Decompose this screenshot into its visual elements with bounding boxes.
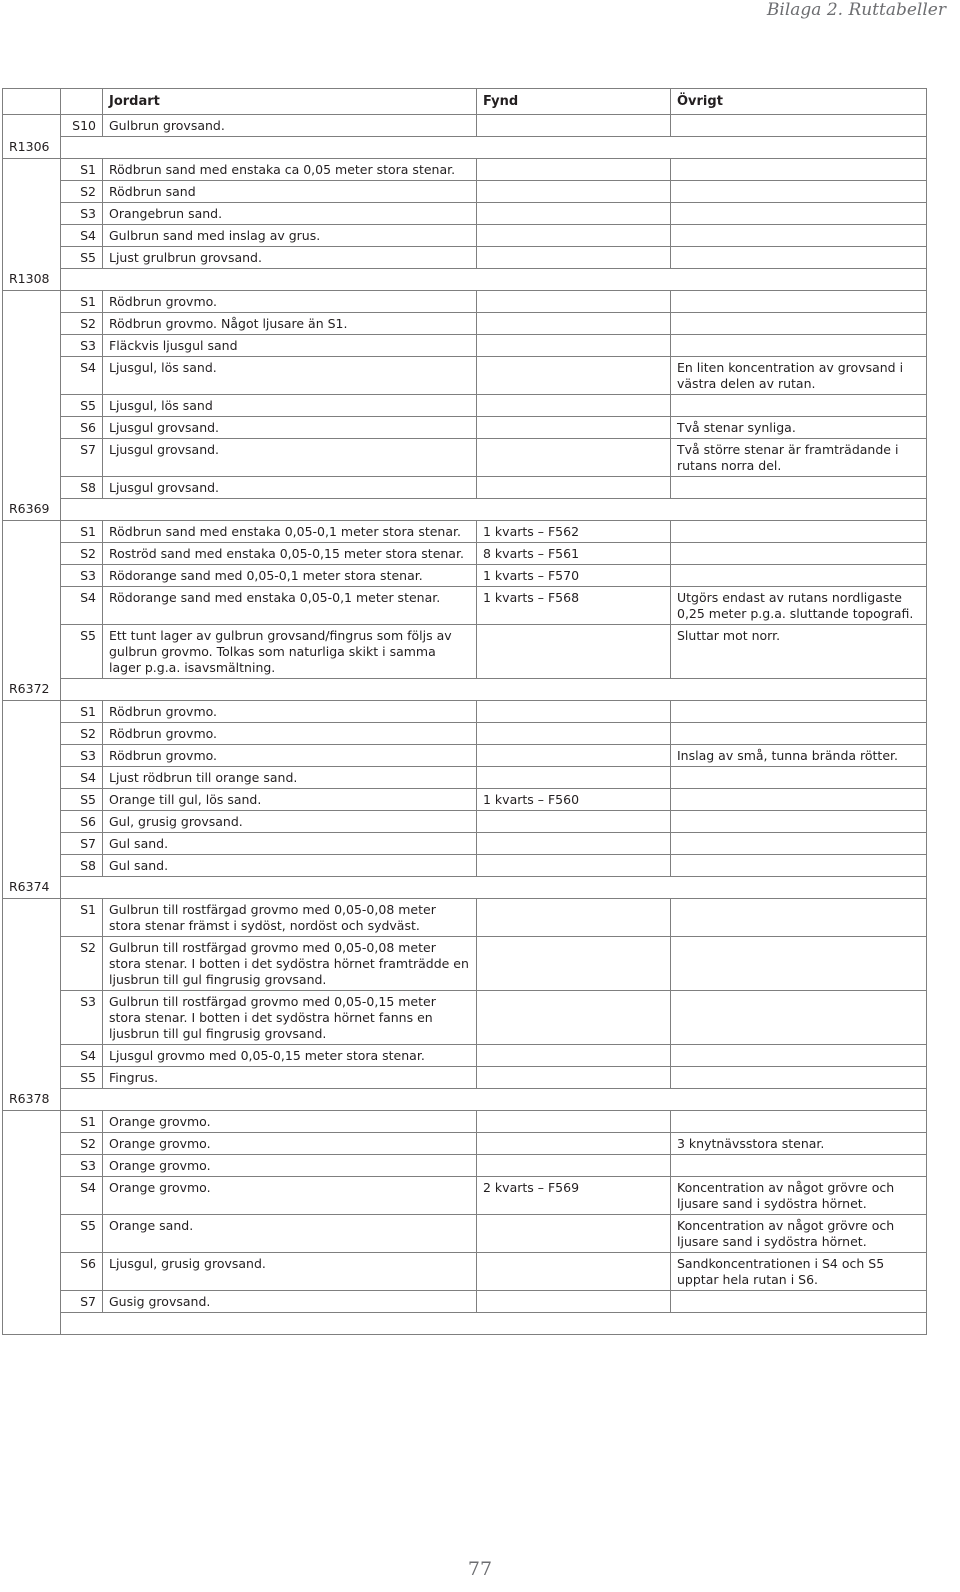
header-jordart: Jordart: [103, 89, 477, 115]
table-row: [3, 1155, 927, 1177]
jordart-cell: Gulbrun till rostfärgad grovmo med 0,05-0,08 meter stora stenar. I botten i det sydöstra hörnet framträdde en ljusbrun till gul fingrusig grovsand.: [103, 937, 477, 991]
sample-id: S2: [61, 1133, 103, 1155]
route-cell: [3, 1133, 61, 1155]
table-row: [3, 477, 927, 499]
ovrigt-cell: Två större stenar är framträdande i rutans norra del.: [671, 439, 927, 477]
separator-cell: [61, 877, 927, 899]
sample-id: S1: [61, 159, 103, 181]
route-cell: [3, 767, 61, 789]
table-row: [3, 291, 927, 313]
sample-id: S4: [61, 225, 103, 247]
sample-id: S2: [61, 313, 103, 335]
fynd-cell: [477, 203, 671, 225]
ovrigt-cell: [671, 899, 927, 937]
table-row: [3, 1177, 927, 1215]
header-empty-2: [61, 89, 103, 115]
jordart-cell: Rödbrun sand med enstaka 0,05-0,1 meter stora stenar.: [103, 521, 477, 543]
sample-id: S4: [61, 1177, 103, 1215]
route-cell: [3, 1045, 61, 1067]
route-cell: [3, 395, 61, 417]
ovrigt-cell: Sluttar mot norr.: [671, 625, 927, 679]
table-row: [3, 115, 927, 137]
fynd-cell: [477, 1155, 671, 1177]
ovrigt-cell: [671, 723, 927, 745]
fynd-cell: [477, 115, 671, 137]
ovrigt-cell: [671, 855, 927, 877]
ovrigt-cell: 3 knytnävsstora stenar.: [671, 1133, 927, 1155]
table-row: [3, 543, 927, 565]
table-row: [3, 313, 927, 335]
fynd-cell: [477, 833, 671, 855]
jordart-cell: Ljusgul, grusig grovsand.: [103, 1253, 477, 1291]
fynd-cell: [477, 1291, 671, 1313]
route-cell: [3, 1215, 61, 1253]
jordart-cell: Gul, grusig grovsand.: [103, 811, 477, 833]
table-row: [3, 701, 927, 723]
table-row: [3, 1253, 927, 1291]
separator-cell: [61, 1313, 927, 1335]
sample-id: S5: [61, 1215, 103, 1253]
route-cell: [3, 1253, 61, 1291]
jordart-cell: Orange grovmo.: [103, 1133, 477, 1155]
ovrigt-cell: [671, 565, 927, 587]
route-cell: [3, 565, 61, 587]
fynd-cell: [477, 159, 671, 181]
jordart-cell: Ljust grulbrun grovsand.: [103, 247, 477, 269]
route-cell: [3, 625, 61, 679]
route-separator-row: [3, 679, 927, 701]
jordart-cell: Ljusgul grovmo med 0,05-0,15 meter stora stenar.: [103, 1045, 477, 1067]
jordart-cell: Gulbrun till rostfärgad grovmo med 0,05-0,08 meter stora stenar främst i sydöst, nordöst och sydväst.: [103, 899, 477, 937]
fynd-cell: [477, 991, 671, 1045]
route-cell: [3, 181, 61, 203]
jordart-cell: Gul sand.: [103, 833, 477, 855]
route-cell: [3, 723, 61, 745]
ovrigt-cell: [671, 203, 927, 225]
table-row: [3, 159, 927, 181]
table-row: [3, 417, 927, 439]
sample-id: S3: [61, 745, 103, 767]
table-row: [3, 1291, 927, 1313]
jordart-cell: Ljusgul, lös sand.: [103, 357, 477, 395]
ovrigt-cell: [671, 335, 927, 357]
route-id: R6369: [3, 499, 61, 521]
sample-id: S5: [61, 395, 103, 417]
jordart-cell: Rödbrun sand: [103, 181, 477, 203]
fynd-cell: [477, 855, 671, 877]
route-cell: [3, 1177, 61, 1215]
sample-id: S1: [61, 899, 103, 937]
fynd-cell: [477, 417, 671, 439]
jordart-cell: Ljusgul, lös sand: [103, 395, 477, 417]
jordart-cell: Orange grovmo.: [103, 1111, 477, 1133]
ovrigt-cell: [671, 313, 927, 335]
table-body: [3, 115, 927, 1335]
sample-id: S7: [61, 1291, 103, 1313]
jordart-cell: Orange till gul, lös sand.: [103, 789, 477, 811]
sample-id: S2: [61, 937, 103, 991]
sample-id: S7: [61, 439, 103, 477]
jordart-cell: Rödbrun grovmo.: [103, 723, 477, 745]
header-ovrigt: Övrigt: [671, 89, 927, 115]
sample-id: S7: [61, 833, 103, 855]
route-cell: [3, 1291, 61, 1313]
table-row: [3, 937, 927, 991]
route-cell: [3, 247, 61, 269]
jordart-cell: Orangebrun sand.: [103, 203, 477, 225]
route-separator-row: [3, 499, 927, 521]
sample-id: S4: [61, 767, 103, 789]
sample-id: S5: [61, 789, 103, 811]
route-cell: [3, 833, 61, 855]
fynd-cell: 1 kvarts – F568: [477, 587, 671, 625]
table-row: [3, 833, 927, 855]
route-cell: [3, 543, 61, 565]
sample-id: S10: [61, 115, 103, 137]
table-row: [3, 181, 927, 203]
table-row: [3, 521, 927, 543]
ovrigt-cell: Sandkoncentrationen i S4 och S5 upptar hela rutan i S6.: [671, 1253, 927, 1291]
separator-cell: [61, 269, 927, 291]
fynd-cell: [477, 723, 671, 745]
fynd-cell: 1 kvarts – F570: [477, 565, 671, 587]
fynd-cell: [477, 1133, 671, 1155]
fynd-cell: [477, 225, 671, 247]
jordart-cell: Orange grovmo.: [103, 1155, 477, 1177]
ovrigt-cell: En liten koncentration av grovsand i västra delen av rutan.: [671, 357, 927, 395]
fynd-cell: [477, 899, 671, 937]
fynd-cell: [477, 313, 671, 335]
fynd-cell: [477, 811, 671, 833]
route-cell: [3, 1067, 61, 1089]
sample-id: S5: [61, 1067, 103, 1089]
sample-id: S6: [61, 1253, 103, 1291]
route-id: [3, 1313, 61, 1335]
route-cell: [3, 159, 61, 181]
fynd-cell: [477, 1045, 671, 1067]
table-row: [3, 723, 927, 745]
ovrigt-cell: [671, 1291, 927, 1313]
fynd-cell: [477, 1253, 671, 1291]
route-cell: [3, 417, 61, 439]
sample-id: S3: [61, 203, 103, 225]
route-table: [2, 88, 927, 1335]
jordart-cell: Ljusgul grovsand.: [103, 417, 477, 439]
route-id: R1306: [3, 137, 61, 159]
sample-id: S1: [61, 1111, 103, 1133]
jordart-cell: Gulbrun grovsand.: [103, 115, 477, 137]
jordart-cell: Ett tunt lager av gulbrun grovsand/fingrus som följs av gulbrun grovmo. Tolkas som naturliga skikt i samma lager p.g.a. isavsmältning.: [103, 625, 477, 679]
fynd-cell: 1 kvarts – F562: [477, 521, 671, 543]
ovrigt-cell: [671, 291, 927, 313]
ovrigt-cell: [671, 811, 927, 833]
ovrigt-cell: Utgörs endast av rutans nordligaste 0,25 meter p.g.a. sluttande topografi.: [671, 587, 927, 625]
ovrigt-cell: [671, 521, 927, 543]
ovrigt-cell: [671, 225, 927, 247]
sample-id: S4: [61, 587, 103, 625]
sample-id: S6: [61, 417, 103, 439]
sample-id: S1: [61, 291, 103, 313]
route-separator-row: [3, 137, 927, 159]
fynd-cell: [477, 1215, 671, 1253]
sample-id: S5: [61, 625, 103, 679]
route-cell: [3, 521, 61, 543]
ovrigt-cell: [671, 181, 927, 203]
sample-id: S8: [61, 855, 103, 877]
separator-cell: [61, 137, 927, 159]
sample-id: S4: [61, 1045, 103, 1067]
ovrigt-cell: Koncentration av något grövre och ljusare sand i sydöstra hörnet.: [671, 1177, 927, 1215]
ovrigt-cell: [671, 477, 927, 499]
jordart-cell: Ljusgul grovsand.: [103, 439, 477, 477]
jordart-cell: Gulbrun till rostfärgad grovmo med 0,05-0,15 meter stora stenar. I botten i det sydöstra hörnet fanns en ljusbrun till gul fingrusig grovsand.: [103, 991, 477, 1045]
ovrigt-cell: [671, 1155, 927, 1177]
ovrigt-cell: [671, 115, 927, 137]
route-cell: [3, 203, 61, 225]
route-cell: [3, 701, 61, 723]
route-id: R6378: [3, 1089, 61, 1111]
ovrigt-cell: [671, 701, 927, 723]
jordart-cell: Rödbrun grovmo.: [103, 291, 477, 313]
table-row: [3, 1067, 927, 1089]
jordart-cell: Gulbrun sand med inslag av grus.: [103, 225, 477, 247]
sample-id: S1: [61, 521, 103, 543]
jordart-cell: Fläckvis ljusgul sand: [103, 335, 477, 357]
fynd-cell: [477, 181, 671, 203]
fynd-cell: [477, 395, 671, 417]
route-cell: [3, 745, 61, 767]
sample-id: S8: [61, 477, 103, 499]
table-row: [3, 565, 927, 587]
fynd-cell: [477, 625, 671, 679]
route-cell: [3, 1155, 61, 1177]
route-cell: [3, 313, 61, 335]
table-row: [3, 1045, 927, 1067]
separator-cell: [61, 1089, 927, 1111]
fynd-cell: [477, 291, 671, 313]
ovrigt-cell: [671, 159, 927, 181]
table-row: [3, 625, 927, 679]
jordart-cell: Rödbrun grovmo.: [103, 745, 477, 767]
jordart-cell: Orange grovmo.: [103, 1177, 477, 1215]
route-cell: [3, 291, 61, 313]
table-row: [3, 335, 927, 357]
route-separator-row: [3, 1313, 927, 1335]
sample-id: S2: [61, 543, 103, 565]
fynd-cell: 2 kvarts – F569: [477, 1177, 671, 1215]
route-id: R6372: [3, 679, 61, 701]
fynd-cell: 1 kvarts – F560: [477, 789, 671, 811]
sample-id: S5: [61, 247, 103, 269]
jordart-cell: Rödorange sand med enstaka 0,05-0,1 meter stenar.: [103, 587, 477, 625]
ovrigt-cell: [671, 1045, 927, 1067]
ovrigt-cell: [671, 767, 927, 789]
ovrigt-cell: [671, 247, 927, 269]
ovrigt-cell: [671, 395, 927, 417]
ovrigt-cell: Inslag av små, tunna brända rötter.: [671, 745, 927, 767]
table-row: [3, 789, 927, 811]
route-cell: [3, 811, 61, 833]
route-cell: [3, 937, 61, 991]
route-cell: [3, 1111, 61, 1133]
sample-id: S3: [61, 335, 103, 357]
table-row: [3, 767, 927, 789]
fynd-cell: [477, 335, 671, 357]
jordart-cell: Gusig grovsand.: [103, 1291, 477, 1313]
fynd-cell: [477, 1067, 671, 1089]
fynd-cell: [477, 247, 671, 269]
jordart-cell: Gul sand.: [103, 855, 477, 877]
table-row: [3, 395, 927, 417]
sample-id: S1: [61, 701, 103, 723]
table-row: [3, 855, 927, 877]
route-cell: [3, 991, 61, 1045]
jordart-cell: Rödorange sand med 0,05-0,1 meter stora stenar.: [103, 565, 477, 587]
ovrigt-cell: [671, 543, 927, 565]
sample-id: S2: [61, 181, 103, 203]
route-separator-row: [3, 269, 927, 291]
sample-id: S6: [61, 811, 103, 833]
fynd-cell: [477, 357, 671, 395]
table-row: [3, 991, 927, 1045]
table-row: [3, 357, 927, 395]
route-separator-row: [3, 1089, 927, 1111]
sample-id: S3: [61, 1155, 103, 1177]
route-cell: [3, 789, 61, 811]
table-row: [3, 1215, 927, 1253]
route-cell: [3, 899, 61, 937]
table-row: [3, 587, 927, 625]
route-cell: [3, 439, 61, 477]
table-row: [3, 225, 927, 247]
table-row: [3, 899, 927, 937]
header-row: [3, 89, 927, 115]
table-row: [3, 745, 927, 767]
route-cell: [3, 225, 61, 247]
fynd-cell: 8 kvarts – F561: [477, 543, 671, 565]
table-row: [3, 203, 927, 225]
sample-id: S2: [61, 723, 103, 745]
route-cell: [3, 855, 61, 877]
sample-id: S3: [61, 991, 103, 1045]
fynd-cell: [477, 1111, 671, 1133]
sample-id: S4: [61, 357, 103, 395]
route-cell: [3, 587, 61, 625]
ovrigt-cell: [671, 1067, 927, 1089]
route-id: R1308: [3, 269, 61, 291]
ovrigt-cell: [671, 833, 927, 855]
table-row: [3, 1133, 927, 1155]
separator-cell: [61, 499, 927, 521]
route-id: R6374: [3, 877, 61, 899]
table-row: [3, 247, 927, 269]
separator-cell: [61, 679, 927, 701]
jordart-cell: Ljust rödbrun till orange sand.: [103, 767, 477, 789]
ovrigt-cell: [671, 1111, 927, 1133]
jordart-cell: Ljusgul grovsand.: [103, 477, 477, 499]
jordart-cell: Rödbrun grovmo. Något ljusare än S1.: [103, 313, 477, 335]
page-number: 77: [467, 1558, 493, 1580]
table-row: [3, 811, 927, 833]
route-cell: [3, 477, 61, 499]
header-empty-1: [3, 89, 61, 115]
jordart-cell: Fingrus.: [103, 1067, 477, 1089]
ovrigt-cell: Koncentration av något grövre och ljusare sand i sydöstra hörnet.: [671, 1215, 927, 1253]
header-fynd: Fynd: [477, 89, 671, 115]
fynd-cell: [477, 745, 671, 767]
ovrigt-cell: [671, 789, 927, 811]
running-header: Bilaga 2. Ruttabeller: [766, 0, 946, 20]
route-cell: [3, 335, 61, 357]
table-row: [3, 439, 927, 477]
jordart-cell: Rödbrun grovmo.: [103, 701, 477, 723]
ovrigt-cell: Två stenar synliga.: [671, 417, 927, 439]
route-separator-row: [3, 877, 927, 899]
table-row: [3, 1111, 927, 1133]
ovrigt-cell: [671, 991, 927, 1045]
jordart-cell: Rödbrun sand med enstaka ca 0,05 meter stora stenar.: [103, 159, 477, 181]
jordart-cell: Orange sand.: [103, 1215, 477, 1253]
route-cell: [3, 115, 61, 137]
jordart-cell: Roströd sand med enstaka 0,05-0,15 meter stora stenar.: [103, 543, 477, 565]
ovrigt-cell: [671, 937, 927, 991]
fynd-cell: [477, 767, 671, 789]
sample-id: S3: [61, 565, 103, 587]
route-cell: [3, 357, 61, 395]
fynd-cell: [477, 701, 671, 723]
fynd-cell: [477, 937, 671, 991]
fynd-cell: [477, 477, 671, 499]
fynd-cell: [477, 439, 671, 477]
